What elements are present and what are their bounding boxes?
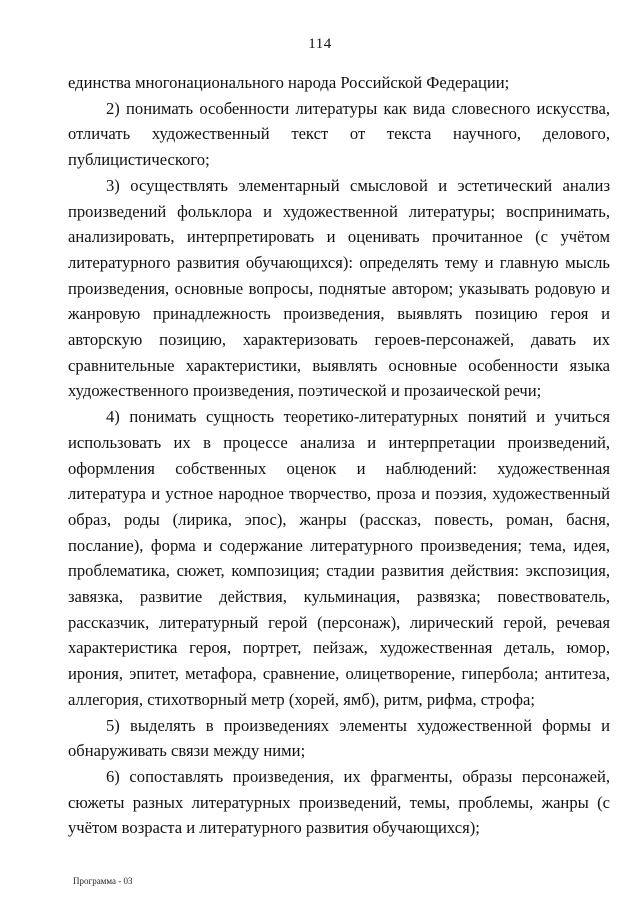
paragraph-item-3: 3) осуществлять элементарный смысловой и эстетический анализ произведений фольклора и художественной литературы; воспринимать, анализировать, интерпретировать и оценивать прочитанное (с учётом литературного развития обучающихся): определять тему и главную мысль произведения, основные вопросы, поднятые автором; указывать родовую и жанровую принадлежность произведения, выявлять позицию героя и авторскую позицию, характеризовать героев-персонажей, давать их сравнительные характеристики, выявлять основные особенности языка художественного произведения, поэтической и прозаической речи; xyxy=(68,175,610,401)
paragraph-item-2: 2) понимать особенности литературы как вида словесного искусства, отличать художественный текст от текста научного, делового, публицистического; xyxy=(68,98,610,170)
footer-program-label: Программа - 03 xyxy=(73,876,133,886)
page-number: 114 xyxy=(308,36,332,52)
paragraph-continuation: единства многонационального народа Российской Федерации; xyxy=(68,73,510,92)
paragraph-item-4: 4) понимать сущность теоретико-литературных понятий и учиться использовать их в процессе анализа и интерпретации произведений, оформления собственных оценок и наблюдений: художественная литература и устное народное творчество, проза и поэзия, художественный образ, роды (лирика, эпос), жанры (рассказ, повесть, роман, басня, послание), форма и содержание литературного произведения; тема, идея, проблематика, сюжет, композиция; стадии развития действия: экспозиция, завязка, развитие действия, кульминация, развязка; повествователь, рассказчик, литературный герой (персонаж), лирический герой, речевая характеристика героя, портрет, пейзаж, художественная деталь, юмор, ирония, эпитет, метафора, сравнение, олицетворение, гипербола; антитеза, аллегория, стихотворный метр (хорей, ямб), ритм, рифма, строфа; xyxy=(68,407,610,709)
paragraph-item-6: 6) сопоставлять произведения, их фрагменты, образы персонажей, сюжеты разных литературных произведений, темы, проблемы, жанры (с учётом возраста и литературного развития обучающихся); xyxy=(68,766,610,838)
body-text xyxy=(68,70,610,841)
paragraph-item-5: 5) выделять в произведениях элементы художественной формы и обнаруживать связи между ними; xyxy=(68,715,610,761)
